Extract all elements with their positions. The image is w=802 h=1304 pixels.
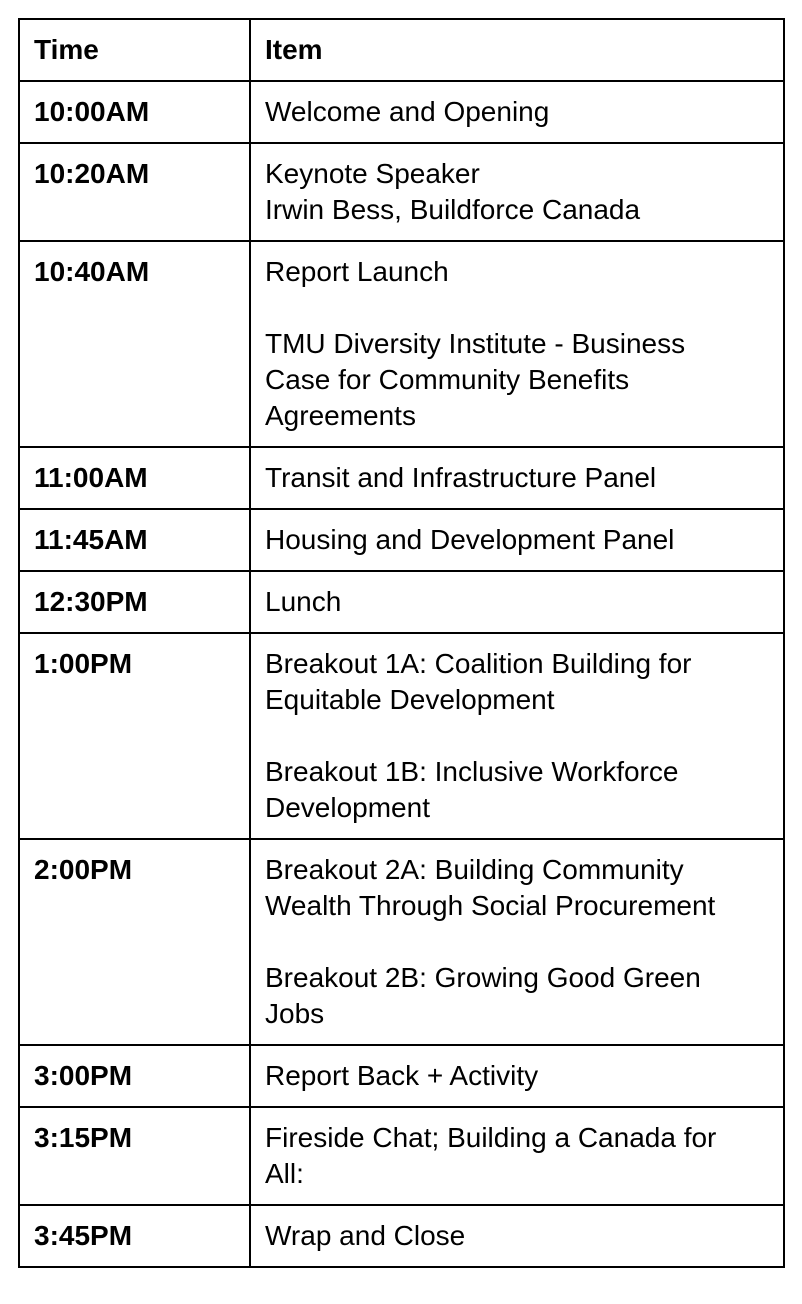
item-text-line: Keynote Speaker <box>265 158 480 189</box>
item-paragraph <box>265 960 769 1032</box>
table-row <box>19 1107 784 1205</box>
item-paragraph <box>265 522 769 558</box>
time-cell: 10:00AM <box>19 81 250 143</box>
item-cell <box>250 571 784 633</box>
time-cell: 2:00PM <box>19 839 250 1045</box>
item-paragraph <box>265 254 769 290</box>
item-cell <box>250 509 784 571</box>
table-row <box>19 1045 784 1107</box>
time-cell: 11:45AM <box>19 509 250 571</box>
item-column-header: Item <box>250 19 784 81</box>
item-text-line: Wealth Through Social Procurement <box>265 890 716 921</box>
item-paragraph <box>265 1058 769 1094</box>
item-text-line: Breakout 2B: Growing Good Green <box>265 962 701 993</box>
time-cell: 12:30PM <box>19 571 250 633</box>
item-cell <box>250 143 784 241</box>
item-paragraph <box>265 754 769 826</box>
item-text-line: Fireside Chat; Building a Canada for <box>265 1122 717 1153</box>
table-row <box>19 81 784 143</box>
item-cell <box>250 447 784 509</box>
time-cell: 11:00AM <box>19 447 250 509</box>
item-text-line: All: <box>265 1158 304 1189</box>
item-paragraph <box>265 326 769 434</box>
item-text-line: Report Back + Activity <box>265 1060 539 1091</box>
table-row <box>19 839 784 1045</box>
table-row <box>19 633 784 839</box>
item-text-line: Breakout 2A: Building Community <box>265 854 684 885</box>
item-text-line: Agreements <box>265 400 416 431</box>
time-cell: 3:45PM <box>19 1205 250 1267</box>
item-text-line: Lunch <box>265 586 342 617</box>
time-column-header: Time <box>19 19 250 81</box>
item-paragraph <box>265 1218 769 1254</box>
item-cell <box>250 1205 784 1267</box>
item-cell <box>250 1107 784 1205</box>
table-row <box>19 509 784 571</box>
time-cell: 3:00PM <box>19 1045 250 1107</box>
item-paragraph <box>265 584 769 620</box>
time-cell: 1:00PM <box>19 633 250 839</box>
item-text-line: Welcome and Opening <box>265 96 550 127</box>
table-row <box>19 447 784 509</box>
item-text-line: Breakout 1A: Coalition Building for <box>265 648 692 679</box>
item-text-line: Case for Community Benefits <box>265 364 630 395</box>
item-text-line: Transit and Infrastructure Panel <box>265 462 657 493</box>
time-cell: 3:15PM <box>19 1107 250 1205</box>
item-text-line: Report Launch <box>265 256 449 287</box>
item-paragraph <box>265 852 769 924</box>
time-cell: 10:40AM <box>19 241 250 447</box>
item-paragraph <box>265 156 769 228</box>
agenda-table <box>18 18 785 1268</box>
item-cell <box>250 1045 784 1107</box>
item-paragraph <box>265 460 769 496</box>
item-cell <box>250 633 784 839</box>
table-row <box>19 241 784 447</box>
agenda-body <box>19 81 784 1267</box>
item-text-line: Irwin Bess, Buildforce Canada <box>265 194 641 225</box>
item-text-line: Jobs <box>265 998 325 1029</box>
item-cell <box>250 241 784 447</box>
item-text-line: Wrap and Close <box>265 1220 466 1251</box>
item-paragraph <box>265 646 769 718</box>
table-row <box>19 1205 784 1267</box>
item-cell <box>250 81 784 143</box>
item-text-line: Housing and Development Panel <box>265 524 675 555</box>
item-cell <box>250 839 784 1045</box>
item-paragraph <box>265 94 769 130</box>
item-text-line: TMU Diversity Institute - Business <box>265 328 686 359</box>
header-row <box>19 19 784 81</box>
table-row <box>19 143 784 241</box>
table-row <box>19 571 784 633</box>
item-paragraph <box>265 1120 769 1192</box>
item-text-line: Development <box>265 792 430 823</box>
time-cell: 10:20AM <box>19 143 250 241</box>
item-text-line: Equitable Development <box>265 684 555 715</box>
item-text-line: Breakout 1B: Inclusive Workforce <box>265 756 679 787</box>
